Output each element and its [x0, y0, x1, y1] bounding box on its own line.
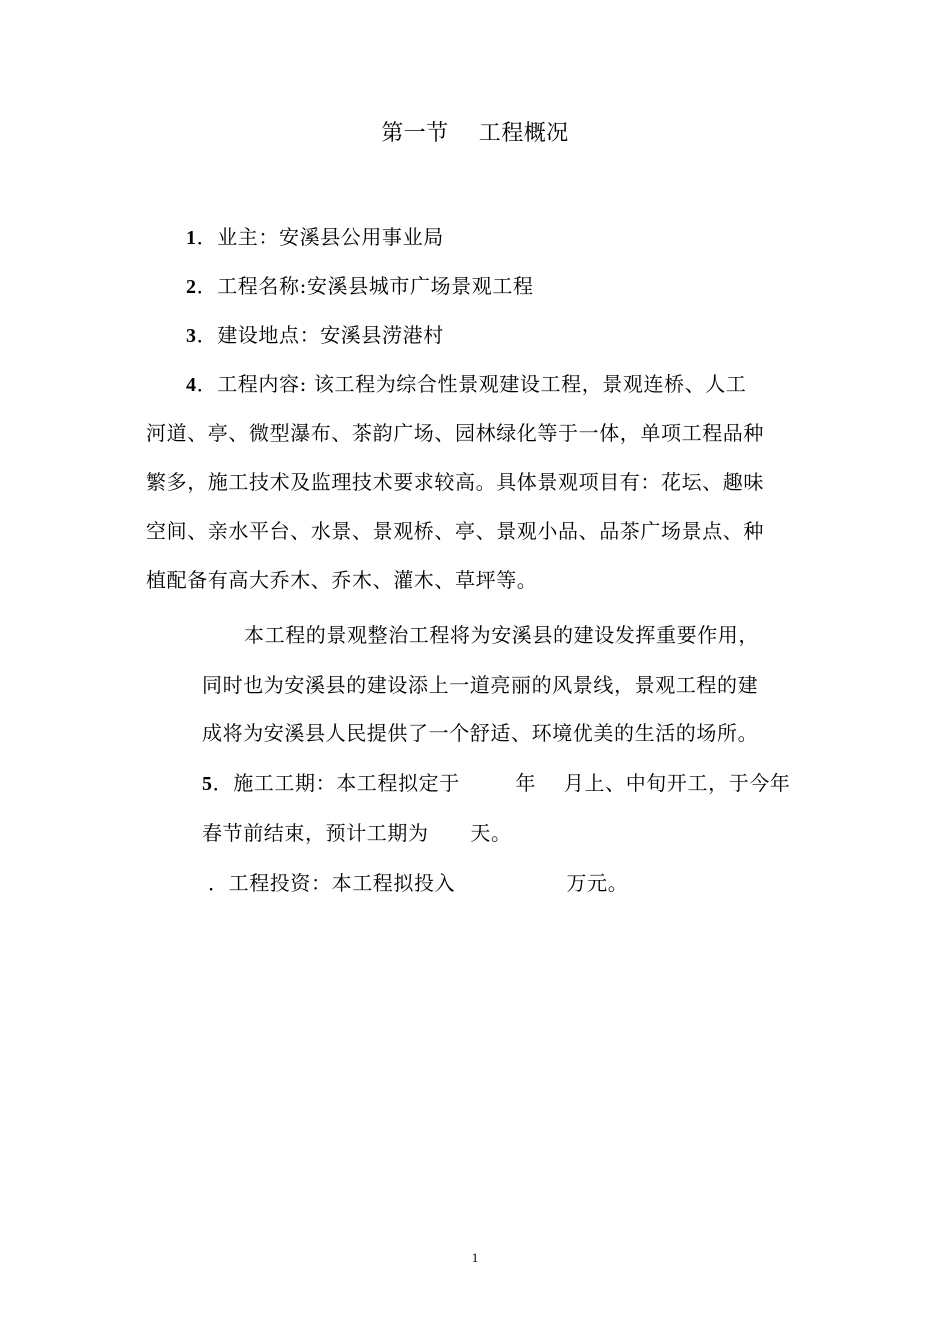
item-schedule-line-2: 春节前结束，预计工期为 天。 [202, 821, 512, 845]
significance-line-1: 本工程的景观整治工程将为安溪县的建设发挥重要作用， [244, 623, 759, 647]
significance-line-3: 成将为安溪县人民提供了一个舒适、环境优美的生活的场所。 [202, 721, 759, 745]
section-title: 第一节 工程概况 [381, 121, 569, 146]
item-investment: ．工程投资：本工程拟投入 万元。 [208, 871, 629, 895]
item-text: ．建设地点：安溪县涝港村 [196, 323, 444, 347]
item-content-line-2: 河道、亭、微型瀑布、茶韵广场、园林绿化等于一体，单项工程品种 [146, 421, 764, 445]
item-number: 4 [186, 374, 197, 396]
item-number: 3 [186, 325, 197, 347]
item-text: ．工程内容: 该工程为综合性景观建设工程，景观连桥、人工 [196, 372, 747, 396]
page-number: 1 [471, 1250, 479, 1265]
item-text: ．施工工期：本工程拟定于 年 月上、中旬开工，于今年 [212, 771, 791, 795]
item-number: 1 [186, 227, 197, 249]
item-content-line-4: 空间、亲水平台、水景、景观桥、亭、景观小品、品茶广场景点、种 [146, 519, 764, 543]
item-number: 2 [186, 276, 197, 298]
item-content-line-1 [186, 369, 747, 400]
item-content-line-5: 植配备有高大乔木、乔木、灌木、草坪等。 [146, 568, 538, 592]
item-text: ．业主：安溪县公用事业局 [196, 225, 444, 249]
significance-line-2: 同时也为安溪县的建设添上一道亮丽的风景线，景观工程的建 [202, 673, 759, 697]
item-project-name [186, 271, 534, 302]
item-text: ．工程名称:安溪县城市广场景观工程 [196, 274, 534, 298]
item-owner [186, 222, 444, 253]
item-schedule-line-1 [202, 768, 791, 799]
item-location [186, 320, 444, 351]
item-number: 5 [202, 773, 213, 795]
item-content-line-3: 繁多，施工技术及监理技术要求较高。具体景观项目有：花坛、趣味 [146, 470, 764, 494]
